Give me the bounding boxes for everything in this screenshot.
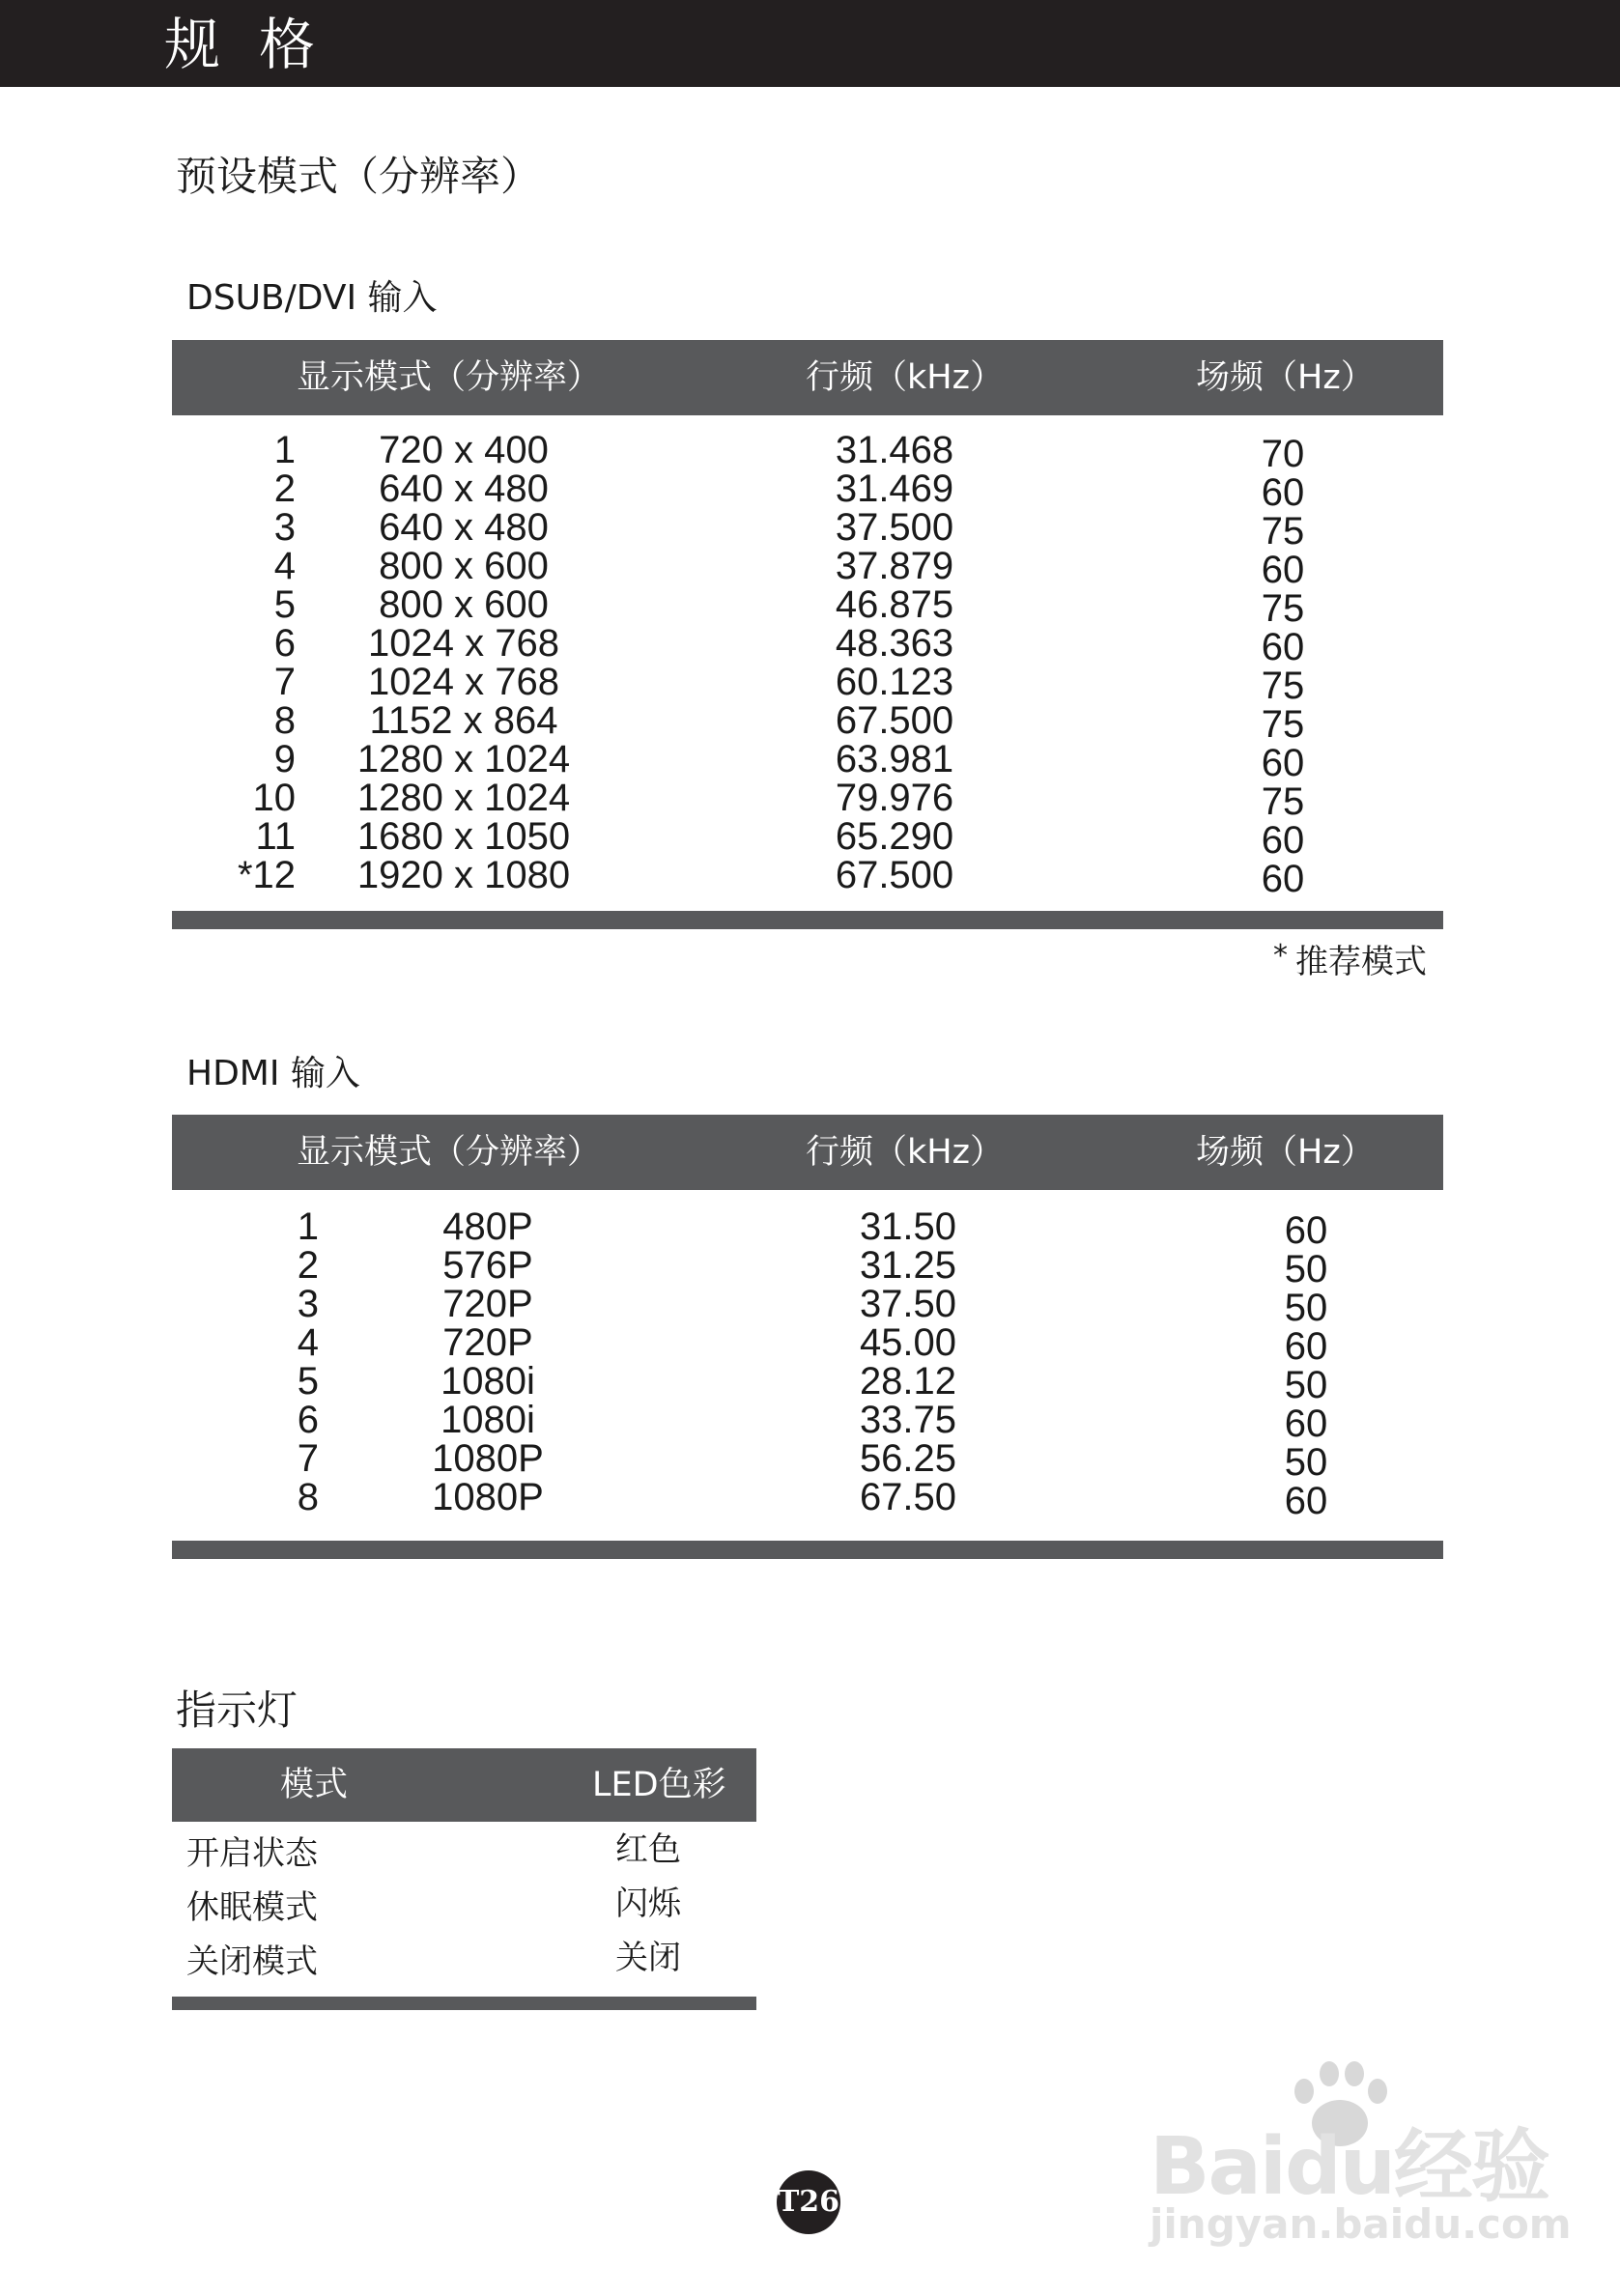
dsub-row-vfreq: 75 — [1261, 665, 1305, 707]
hdmi-row-hfreq: 31.25 — [859, 1244, 957, 1287]
section-title: 预设模式（分辨率） — [176, 153, 542, 200]
hdmi-number-column — [280, 1207, 319, 1516]
page-number-badge: T26 — [777, 2170, 840, 2234]
hdmi-row-number: 2 — [297, 1244, 319, 1287]
hdmi-row-resolution: 1080i — [441, 1360, 535, 1403]
dsub-row-hfreq: 31.468 — [835, 429, 954, 471]
dsub-hfreq-column — [798, 431, 991, 894]
dsub-number-column — [222, 431, 296, 894]
hdmi-row-vfreq: 60 — [1284, 1480, 1328, 1522]
dsub-row-hfreq: 60.123 — [835, 661, 954, 703]
dsub-row-number: 7 — [273, 661, 296, 703]
dsub-row-number: 11 — [255, 815, 296, 858]
dsub-row-resolution: 1024 x 768 — [368, 622, 559, 665]
dsub-row-resolution: 800 x 600 — [379, 583, 549, 626]
led-row-color: 红色 — [615, 1830, 681, 1869]
hdmi-row-number: 6 — [297, 1399, 319, 1441]
hdmi-row-hfreq: 67.50 — [859, 1476, 957, 1518]
watermark-logo: Baidu经验 — [1150, 2121, 1549, 2213]
dsub-row-vfreq: 75 — [1261, 703, 1305, 746]
hdmi-row-hfreq: 37.50 — [859, 1283, 957, 1325]
dsub-row-vfreq: 75 — [1261, 587, 1305, 630]
hdmi-row-vfreq: 50 — [1284, 1287, 1328, 1329]
hdmi-col-mode: 显示模式（分辨率） — [297, 1133, 602, 1172]
hdmi-row-hfreq: 45.00 — [859, 1321, 957, 1364]
dsub-col-hfreq: 行频（kHz） — [806, 358, 1004, 397]
dsub-row-resolution: 1680 x 1050 — [356, 815, 571, 858]
dsub-row-vfreq: 75 — [1261, 780, 1305, 823]
hdmi-resolution-column — [406, 1207, 570, 1516]
hdmi-row-resolution: 480P — [442, 1205, 533, 1248]
hdmi-col-vfreq: 场频（Hz） — [1196, 1133, 1375, 1172]
led-col-color: LED色彩 — [592, 1766, 726, 1804]
dsub-row-hfreq: 37.500 — [835, 506, 954, 549]
hdmi-row-number: 7 — [297, 1437, 319, 1480]
hdmi-row-vfreq: 50 — [1284, 1364, 1328, 1406]
dsub-row-number: 10 — [252, 777, 296, 819]
dsub-row-hfreq: 67.500 — [835, 699, 954, 742]
dsub-row-resolution: 800 x 600 — [379, 545, 549, 587]
hdmi-vfreq-column — [1258, 1211, 1354, 1520]
hdmi-row-hfreq: 31.50 — [859, 1205, 957, 1248]
dsub-row-resolution: 1024 x 768 — [368, 661, 559, 703]
dsub-row-vfreq: 60 — [1261, 549, 1305, 591]
hdmi-row-resolution: 1080P — [432, 1476, 544, 1518]
dsub-table-bottom-rule — [172, 911, 1443, 929]
led-row-mode: 休眠模式 — [186, 1888, 318, 1927]
dsub-row-hfreq: 67.500 — [835, 854, 954, 896]
dsub-row-vfreq: 60 — [1261, 742, 1305, 784]
dsub-row-hfreq: 31.469 — [835, 468, 954, 510]
dsub-row-hfreq: 46.875 — [835, 583, 954, 626]
dsub-row-vfreq: 60 — [1261, 626, 1305, 668]
dsub-row-vfreq: 70 — [1261, 433, 1305, 475]
dsub-row-number: 9 — [273, 738, 296, 780]
led-row-mode: 关闭模式 — [186, 1942, 318, 1981]
led-table-header — [172, 1748, 756, 1822]
hdmi-col-hfreq: 行频（kHz） — [806, 1133, 1004, 1172]
hdmi-hfreq-column — [831, 1207, 985, 1516]
dsub-row-hfreq: 48.363 — [835, 622, 954, 665]
dsub-row-resolution: 1920 x 1080 — [356, 854, 571, 896]
hdmi-row-resolution: 1080i — [441, 1399, 535, 1441]
hdmi-row-number: 5 — [297, 1360, 319, 1403]
led-row-color: 关闭 — [615, 1939, 681, 1977]
dsub-row-resolution: 720 x 400 — [379, 429, 549, 471]
hdmi-row-hfreq: 56.25 — [859, 1437, 957, 1480]
dsub-row-resolution: 1152 x 864 — [369, 699, 558, 742]
hdmi-row-vfreq: 60 — [1284, 1325, 1328, 1368]
dsub-resolution-column — [338, 431, 589, 894]
hdmi-row-hfreq: 28.12 — [859, 1360, 957, 1403]
hdmi-row-resolution: 1080P — [432, 1437, 544, 1480]
dsub-table-header — [172, 340, 1443, 415]
hdmi-row-vfreq: 60 — [1284, 1403, 1328, 1445]
hdmi-row-number: 8 — [297, 1476, 319, 1518]
dsub-row-number: 6 — [273, 622, 296, 665]
dsub-row-vfreq: 60 — [1261, 471, 1305, 514]
dsub-row-hfreq: 63.981 — [835, 738, 954, 780]
dsub-row-number: 5 — [273, 583, 296, 626]
hdmi-row-resolution: 720P — [442, 1283, 533, 1325]
watermark-url: jingyan.baidu.com — [1150, 2200, 1572, 2248]
dsub-row-number: 8 — [273, 699, 296, 742]
dsub-row-resolution: 640 x 480 — [379, 468, 549, 510]
dsub-row-vfreq: 75 — [1261, 510, 1305, 553]
led-col-mode: 模式 — [280, 1766, 349, 1804]
dsub-row-resolution: 1280 x 1024 — [356, 777, 571, 819]
dsub-row-hfreq: 65.290 — [835, 815, 954, 858]
dsub-heading: DSUB/DVI 输入 — [186, 278, 438, 318]
hdmi-row-number: 1 — [297, 1205, 319, 1248]
dsub-row-number: *12 — [237, 854, 296, 896]
dsub-row-resolution: 640 x 480 — [379, 506, 549, 549]
dsub-row-hfreq: 79.976 — [835, 777, 954, 819]
hdmi-table-header — [172, 1115, 1443, 1190]
hdmi-row-number: 4 — [297, 1321, 319, 1364]
page-title: 规格 — [164, 12, 355, 77]
dsub-col-vfreq: 场频（Hz） — [1196, 358, 1375, 397]
dsub-row-number: 4 — [273, 545, 296, 587]
hdmi-row-vfreq: 50 — [1284, 1248, 1328, 1290]
led-mode-column — [186, 1827, 318, 1989]
dsub-row-number: 2 — [273, 468, 296, 510]
hdmi-row-resolution: 576P — [442, 1244, 533, 1287]
recommended-note — [1273, 939, 1427, 981]
led-row-color: 闪烁 — [615, 1885, 681, 1923]
hdmi-row-hfreq: 33.75 — [859, 1399, 957, 1441]
dsub-row-number: 1 — [273, 429, 296, 471]
dsub-row-vfreq: 60 — [1261, 858, 1305, 900]
dsub-vfreq-column — [1235, 435, 1331, 898]
dsub-col-mode: 显示模式（分辨率） — [297, 358, 602, 397]
led-title: 指示灯 — [176, 1687, 298, 1734]
hdmi-table-bottom-rule — [172, 1541, 1443, 1559]
recommended-star: * — [1273, 939, 1288, 973]
led-color-column — [615, 1823, 681, 1985]
led-row-mode: 开启状态 — [186, 1834, 318, 1873]
dsub-row-resolution: 1280 x 1024 — [356, 738, 571, 780]
hdmi-heading: HDMI 输入 — [186, 1054, 360, 1093]
dsub-row-vfreq: 60 — [1261, 819, 1305, 862]
hdmi-row-vfreq: 50 — [1284, 1441, 1328, 1484]
dsub-row-hfreq: 37.879 — [835, 545, 954, 587]
hdmi-row-resolution: 720P — [442, 1321, 533, 1364]
led-table-bottom-rule — [172, 1997, 756, 2010]
hdmi-row-vfreq: 60 — [1284, 1209, 1328, 1252]
hdmi-row-number: 3 — [297, 1283, 319, 1325]
header-bar — [0, 0, 1620, 87]
dsub-row-number: 3 — [273, 506, 296, 549]
recommended-text: 推荐模式 — [1295, 943, 1427, 981]
baidu-watermark — [1150, 2057, 1572, 2260]
